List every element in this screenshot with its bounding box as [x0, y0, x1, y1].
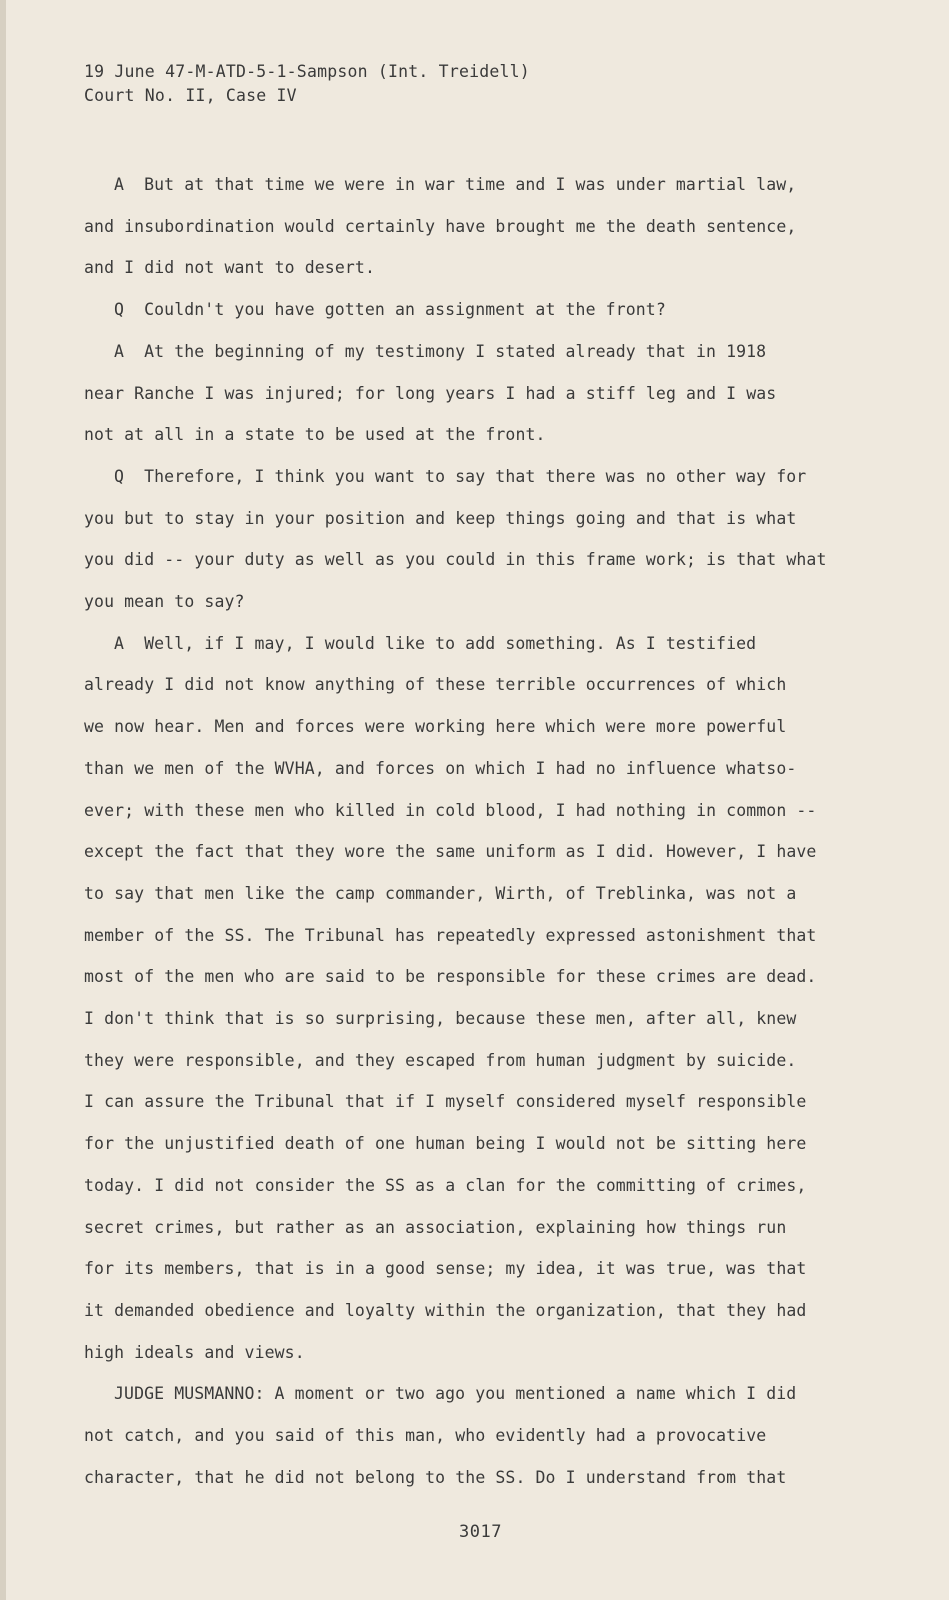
text-line: already I did not know anything of these terrible occurrences of which	[84, 675, 787, 695]
page-header	[84, 60, 530, 108]
text-line: Q Couldn't you have gotten an assignment at the front?	[114, 300, 666, 320]
text-line: high ideals and views.	[84, 1342, 305, 1362]
text-line: secret crimes, but rather as an association, explaining how things run	[84, 1217, 787, 1237]
page-number: 3017	[459, 1522, 502, 1542]
text-line: Q Therefore, I think you want to say that there was no other way for	[114, 466, 807, 486]
text-line: for its members, that is in a good sense; my idea, it was true, was that	[84, 1259, 807, 1279]
text-line: you did -- your duty as well as you could in this frame work; is that what	[84, 550, 827, 570]
text-line: member of the SS. The Tribunal has repeatedly expressed astonishment that	[84, 925, 817, 945]
text-line: and I did not want to desert.	[84, 258, 375, 278]
text-line: and insubordination would certainly have brought me the death sentence,	[84, 216, 797, 236]
text-line: character, that he did not belong to the SS. Do I understand from that	[84, 1467, 787, 1487]
text-line: I can assure the Tribunal that if I myself considered myself responsible	[84, 1092, 807, 1112]
text-line: A But at that time we were in war time and I was under martial law,	[114, 175, 797, 194]
text-line: ever; with these men who killed in cold blood, I had nothing in common --	[84, 800, 817, 820]
text-line: not at all in a state to be used at the front.	[84, 425, 546, 445]
header-line-2: Court No. II, Case IV	[84, 86, 297, 105]
text-line: than we men of the WVHA, and forces on which I had no influence whatso-	[84, 758, 797, 778]
text-line: today. I did not consider the SS as a clan for the committing of crimes,	[84, 1175, 807, 1195]
transcript-body	[84, 164, 864, 1499]
text-line: JUDGE MUSMANNO: A moment or two ago you mentioned a name which I did	[114, 1384, 797, 1404]
text-line: not catch, and you said of this man, who evidently had a provocative	[84, 1426, 767, 1446]
text-line: A Well, if I may, I would like to add something. As I testified	[114, 633, 757, 653]
text-line: they were responsible, and they escaped from human judgment by suicide.	[84, 1050, 797, 1070]
text-line: near Ranche I was injured; for long years I had a stiff leg and I was	[84, 383, 777, 403]
text-line: for the unjustified death of one human being I would not be sitting here	[84, 1134, 807, 1154]
text-line: A At the beginning of my testimony I stated already that in 1918	[114, 341, 767, 361]
text-line: most of the men who are said to be responsible for these crimes are dead.	[84, 967, 817, 987]
text-line: except the fact that they wore the same uniform as I did. However, I have	[84, 842, 817, 862]
header-line-1: 19 June 47-M-ATD-5-1-Sampson (Int. Treidell)	[84, 62, 530, 81]
text-line: you but to stay in your position and keep things going and that is what	[84, 508, 797, 528]
text-line: we now hear. Men and forces were working here which were more powerful	[84, 717, 787, 737]
text-line: you mean to say?	[84, 592, 245, 612]
text-line: to say that men like the camp commander, Wirth, of Treblinka, was not a	[84, 883, 797, 903]
text-line: it demanded obedience and loyalty within the organization, that they had	[84, 1300, 807, 1320]
text-line: I don't think that is so surprising, because these men, after all, knew	[84, 1009, 797, 1029]
